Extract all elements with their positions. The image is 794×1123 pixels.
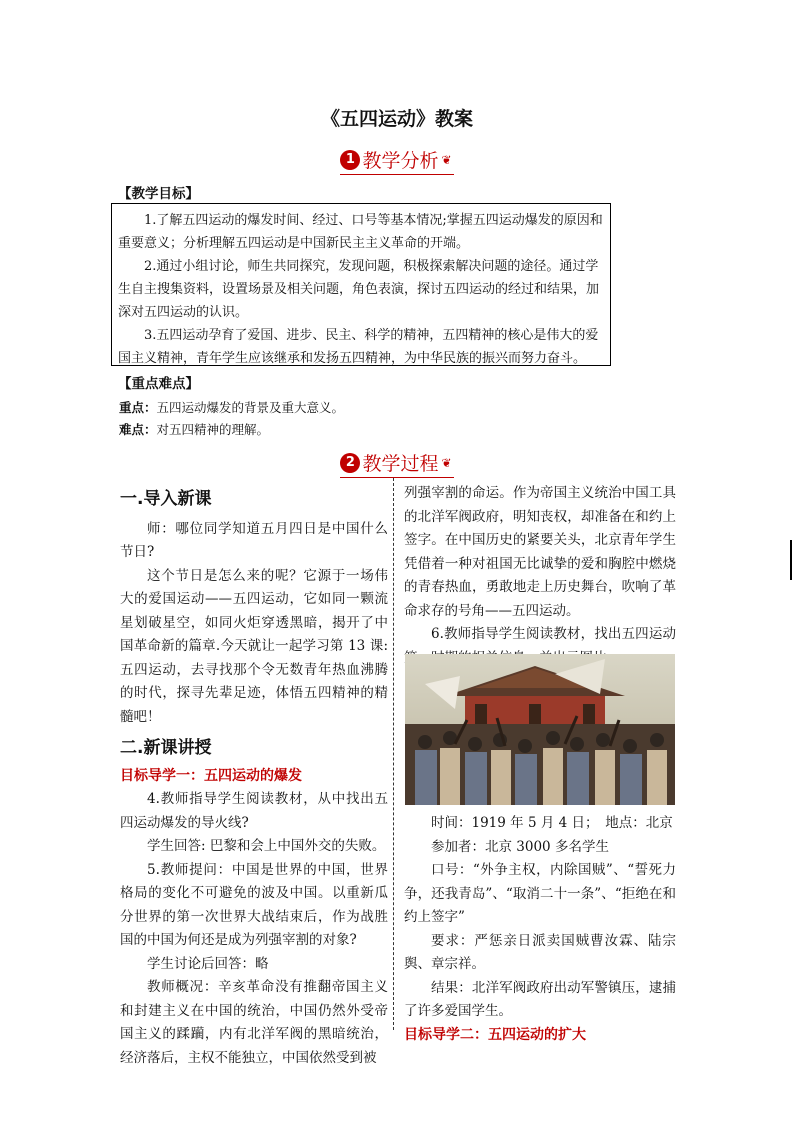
paragraph-slogan: 口号：“外争主权，内除国贼”、“誓死力争，还我青岛”、“取消二十一条”、“拒绝在和约上签字” <box>404 862 676 925</box>
paragraph: 这个节日是怎么来的呢？它源于一场伟大的爱国运动——五四运动，它如同一颗流星划破星空，如同火炬穿透黑暗，揭开了中国革命新的篇章.今天就让一起学习第 13 课:五四运动，去寻找那个令无数青年热血沸腾的时代，探寻先辈足迹，体悟五四精神的精髓吧！ <box>120 567 388 725</box>
difficulty-label: 难点： <box>119 422 157 437</box>
objectives-heading: 【教学目标】 <box>118 186 199 202</box>
margin-marker <box>790 540 792 580</box>
key-point-text: 五四运动爆发的背景及重大意义。 <box>156 400 345 415</box>
paragraph: 学生回答: 巴黎和会上中国外交的失败。 <box>147 838 386 854</box>
section-heading-process <box>0 449 794 478</box>
number-badge-icon: 1 <box>340 150 360 170</box>
paragraph-demand: 要求：严惩亲日派卖国贼曹汝霖、陆宗舆、章宗祥。 <box>404 932 676 972</box>
column-divider <box>393 478 394 1030</box>
paragraph: 列强宰割的命运。作为帝国主义统治中国工具的北洋军阀政府，明知丧权，却准备在和约上签字。在中国历史的紧要关头，北京青年学生凭借着一种对祖国无比诚挚的爱和胸腔中燃烧的青春热血，勇敢地走上历史舞台，吹响了革命求存的号角——五四运动。 <box>404 485 676 619</box>
paragraph: 教师概况：辛亥革命没有推翻帝国主义和封建主义在中国的统治，中国仍然外受帝国主义的蹂躏，内有北洋军阀的黑暗统治，经济落后，主权不能独立，中国依然受到被 <box>120 979 388 1066</box>
objective-item: 3.五四运动孕育了爱国、进步、民主、科学的精神，五四精神的核心是伟大的爱国主义精神，青年学生应该继承和发扬五四精神，为中华民族的振兴而努力奋斗。 <box>118 328 599 366</box>
number-badge-icon: 2 <box>340 453 360 473</box>
may-fourth-painting <box>405 654 675 805</box>
key-point-line <box>119 398 344 416</box>
section-title: 教学过程 <box>362 453 439 475</box>
section-heading-analysis <box>0 146 794 175</box>
right-column-bottom <box>404 812 676 1047</box>
paragraph: 师：哪位同学知道五月四日是中国什么节日? <box>120 520 388 560</box>
paragraph-participants: 参加者：北京 3000 多名学生 <box>431 838 609 855</box>
paragraph-result: 结果：北洋军阀政府出动军警镇压，逮捕了许多爱国学生。 <box>404 979 676 1019</box>
paragraph: 4.教师指导学生阅读教材，从中找出五四运动爆发的导火线? <box>120 791 388 831</box>
difficulty-text: 对五四精神的理解。 <box>156 422 270 437</box>
heading-new-lesson: 二.新课讲授 <box>120 738 212 758</box>
right-column-top <box>404 482 676 670</box>
objectives-box <box>111 203 611 366</box>
paragraph: 学生讨论后回答：略 <box>147 955 269 972</box>
subheading-goal-2: 目标导学二：五四运动的扩大 <box>404 1026 586 1043</box>
objective-item: 2.通过小组讨论，师生共同探究，发现问题，积极探索解决问题的途径。通过学生自主搜集资料，设置场景及相关问题，角色表演，探讨五四运动的经过和结果，加深对五四运动的认识。 <box>118 259 600 320</box>
page-title: 《五四运动》教案 <box>320 108 473 130</box>
paragraph-time: 时间：1919 年 5 月 4 日； 地点：北京 <box>431 815 673 831</box>
section-title: 教学分析 <box>362 150 439 172</box>
leaf-ornament-icon: ❦ <box>441 152 452 167</box>
difficulty-line <box>119 420 269 438</box>
keypoints-heading: 【重点难点】 <box>118 376 199 392</box>
left-column <box>120 488 388 1070</box>
subheading-goal-1: 目标导学一：五四运动的爆发 <box>120 767 302 784</box>
paragraph: 5.教师提问：中国是世界的中国，世界格局的变化不可避免的波及中国。以重新瓜分世界的第一次世界大战结束后，作为战胜国的中国为何还是成为列强宰割的对象? <box>120 861 388 948</box>
leaf-ornament-icon: ❦ <box>441 455 452 470</box>
heading-intro: 一.导入新课 <box>120 489 212 509</box>
key-point-label: 重点： <box>119 400 157 415</box>
paragraph: 6.教师指导学生阅读教材，找出五四运动 <box>431 626 676 642</box>
objective-item: 1.了解五四运动的爆发时间、经过、口号等基本情况;掌握五四运动爆发的原因和重要意义；分析理解五四运动是中国新民主主义革命的开端。 <box>118 213 603 251</box>
